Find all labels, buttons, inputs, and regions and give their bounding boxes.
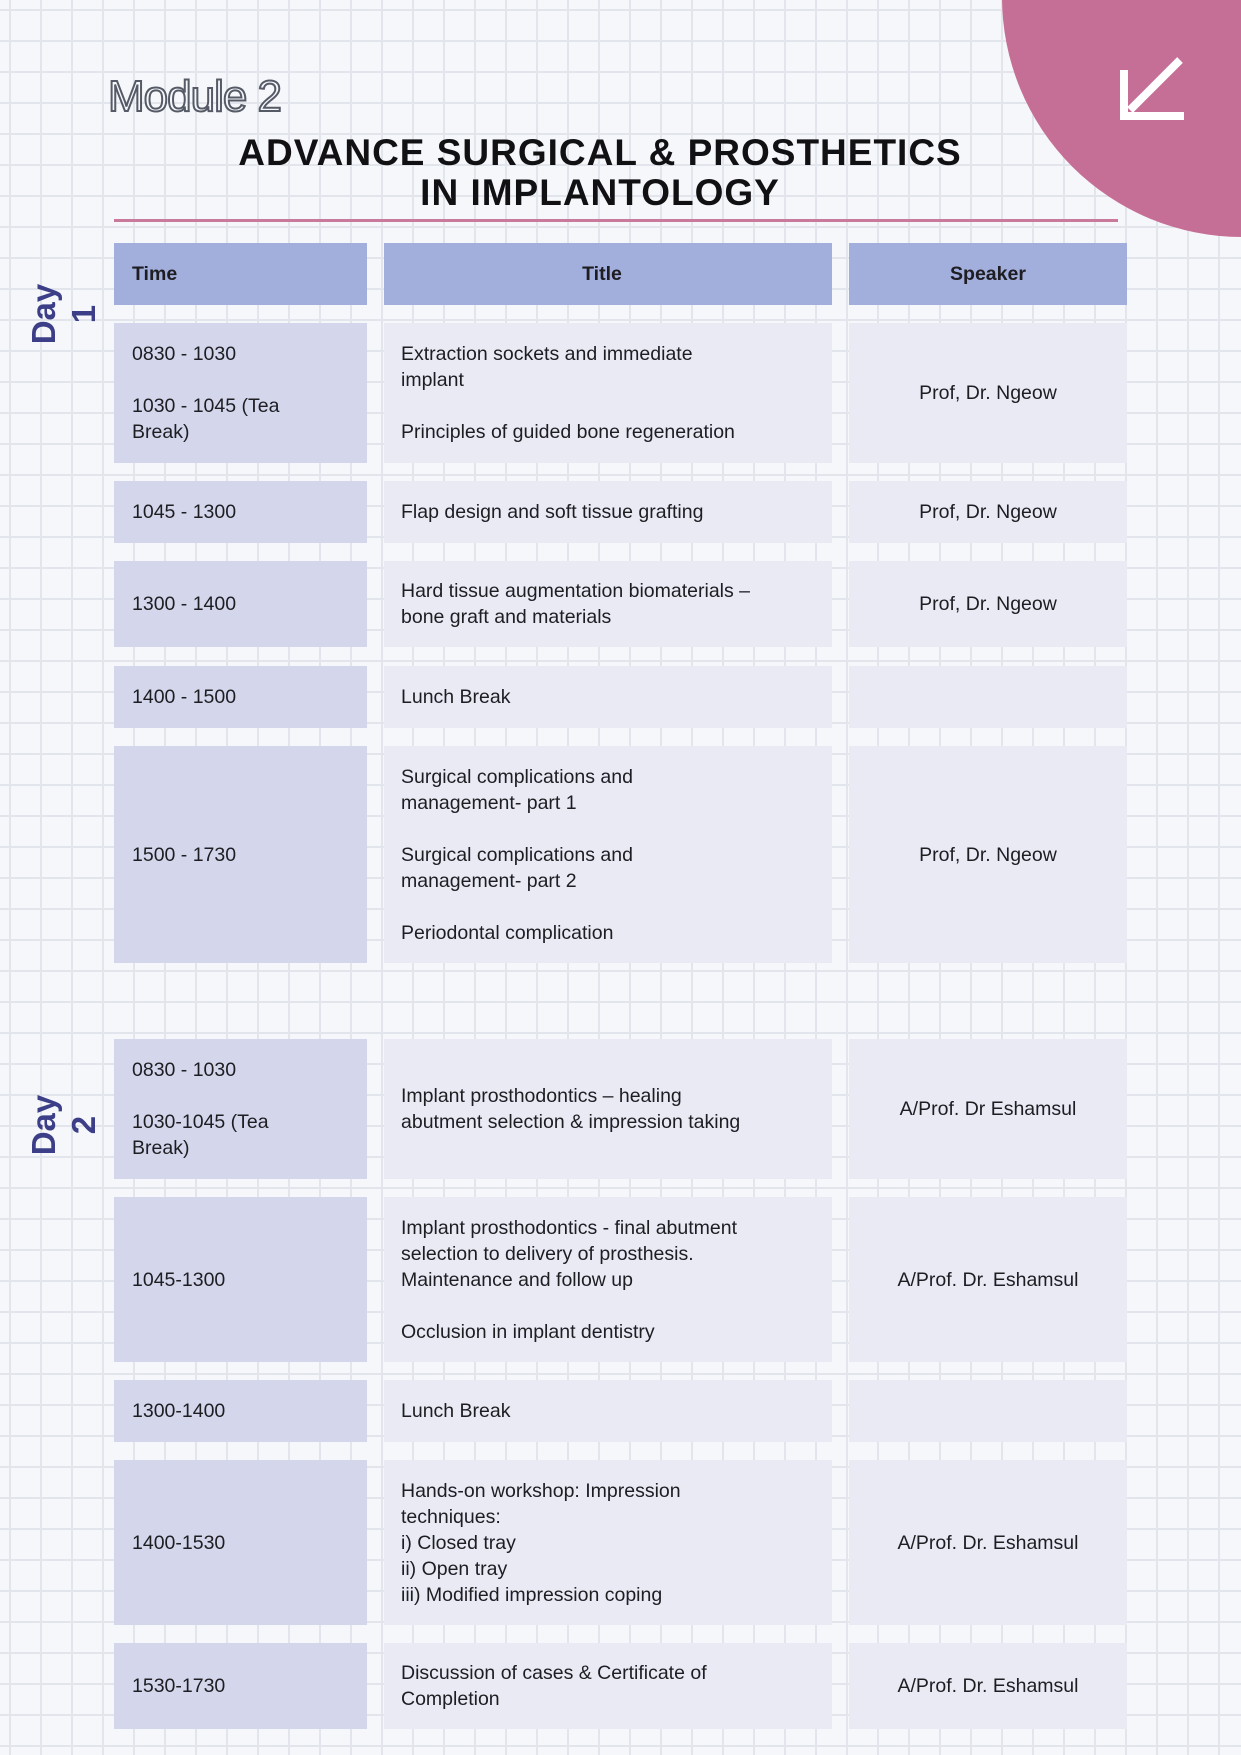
title-divider bbox=[114, 219, 1118, 222]
time-cell: 1530-1730 bbox=[114, 1643, 367, 1729]
speaker-cell: A/Prof. Dr. Eshamsul bbox=[849, 1643, 1127, 1729]
time-cell: 1045 - 1300 bbox=[114, 481, 367, 543]
title-cell: Flap design and soft tissue grafting bbox=[384, 481, 832, 543]
column-header-speaker: Speaker bbox=[849, 243, 1127, 305]
title-cell: Hard tissue augmentation biomaterials – bone graft and materials bbox=[384, 561, 832, 647]
time-cell: 1045-1300 bbox=[114, 1197, 367, 1362]
speaker-cell: Prof, Dr. Ngeow bbox=[849, 323, 1127, 463]
time-cell: 1300 - 1400 bbox=[114, 561, 367, 647]
speaker-cell: A/Prof. Dr. Eshamsul bbox=[849, 1460, 1127, 1625]
column-header-title: Title bbox=[384, 243, 832, 305]
time-cell: 0830 - 1030 1030-1045 (Tea Break) bbox=[114, 1039, 367, 1179]
column-header-time: Time bbox=[114, 243, 367, 305]
time-cell: 1500 - 1730 bbox=[114, 746, 367, 963]
title-cell: Surgical complications and management- part 1 Surgical complications and management- part 2 Periodontal complication bbox=[384, 746, 832, 963]
speaker-cell: Prof, Dr. Ngeow bbox=[849, 481, 1127, 543]
speaker-cell: A/Prof. Dr Eshamsul bbox=[849, 1039, 1127, 1179]
title-cell: Lunch Break bbox=[384, 1380, 832, 1442]
page-title-line: IN IMPLANTOLOGY bbox=[420, 172, 780, 213]
title-cell: Implant prosthodontics - final abutment selection to delivery of prosthesis. Maintenance and follow up Occlusion in implant dentistry bbox=[384, 1197, 832, 1362]
arrow-down-left-icon bbox=[1118, 52, 1188, 122]
speaker-cell: Prof, Dr. Ngeow bbox=[849, 561, 1127, 647]
time-cell: 1400 - 1500 bbox=[114, 666, 367, 728]
speaker-cell bbox=[849, 1380, 1127, 1442]
speaker-cell bbox=[849, 666, 1127, 728]
module-label: Module 2 bbox=[108, 72, 282, 121]
title-cell: Lunch Break bbox=[384, 666, 832, 728]
time-cell: 1400-1530 bbox=[114, 1460, 367, 1625]
day-1-label: Day 1 bbox=[25, 283, 102, 345]
title-cell: Discussion of cases & Certificate of Completion bbox=[384, 1643, 832, 1729]
time-cell: 1300-1400 bbox=[114, 1380, 367, 1442]
page-title-line: ADVANCE SURGICAL & PROSTHETICS bbox=[238, 132, 962, 173]
page-title bbox=[130, 133, 1070, 213]
day-2-label: Day 2 bbox=[25, 1094, 102, 1156]
speaker-cell: A/Prof. Dr. Eshamsul bbox=[849, 1197, 1127, 1362]
time-cell: 0830 - 1030 1030 - 1045 (Tea Break) bbox=[114, 323, 367, 463]
title-cell: Hands-on workshop: Impression techniques: i) Closed tray ii) Open tray iii) Modified impression coping bbox=[384, 1460, 832, 1625]
title-cell: Implant prosthodontics – healing abutment selection & impression taking bbox=[384, 1039, 832, 1179]
speaker-cell: Prof, Dr. Ngeow bbox=[849, 746, 1127, 963]
title-cell: Extraction sockets and immediate implant Principles of guided bone regeneration bbox=[384, 323, 832, 463]
